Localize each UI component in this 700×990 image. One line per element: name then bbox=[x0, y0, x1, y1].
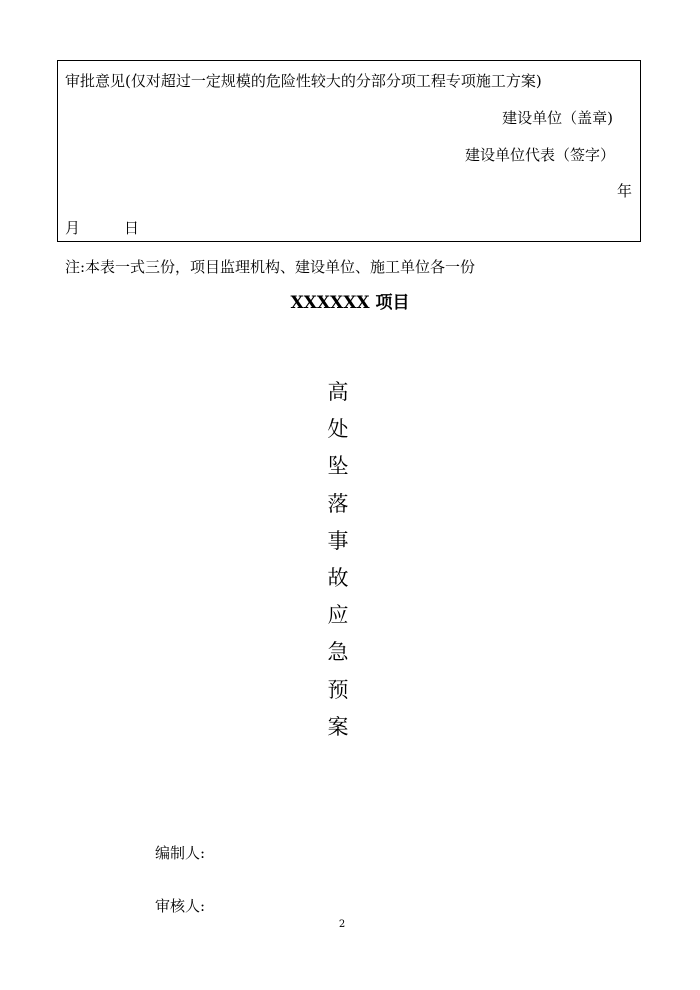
construction-unit-seal-label: 建设单位（盖章) bbox=[502, 109, 613, 127]
page-number: 2 bbox=[338, 919, 346, 930]
construction-unit-representative-label: 建设单位代表（签字） bbox=[464, 146, 615, 164]
plan-title-char: 事 bbox=[327, 528, 349, 553]
plan-title-char: 案 bbox=[327, 714, 349, 739]
plan-title-char: 坠 bbox=[327, 454, 349, 479]
day-label: 日 bbox=[124, 219, 140, 237]
month-label: 月 bbox=[65, 219, 81, 237]
distribution-note: 注:本表一式三份，项目监理机构、建设单位、施工单位各一份 bbox=[65, 258, 476, 276]
plan-title-char: 预 bbox=[327, 677, 349, 702]
compiler-label: 编制人: bbox=[155, 844, 206, 862]
project-title: XXXXXX 项目 bbox=[290, 293, 410, 313]
plan-title-vertical bbox=[318, 374, 358, 746]
plan-title-char: 应 bbox=[327, 603, 349, 628]
reviewer-label: 审核人: bbox=[155, 897, 206, 915]
plan-title-char: 高 bbox=[327, 380, 349, 404]
plan-title-char: 处 bbox=[327, 417, 349, 442]
plan-title-char: 故 bbox=[327, 565, 349, 590]
approval-heading: 审批意见(仅对超过一定规模的危险性较大的分部分项工程专项施工方案) bbox=[65, 72, 542, 90]
year-label: 年 bbox=[616, 182, 632, 200]
plan-title-char: 落 bbox=[327, 491, 349, 516]
approval-box bbox=[57, 60, 641, 242]
plan-title-char: 急 bbox=[327, 640, 349, 665]
